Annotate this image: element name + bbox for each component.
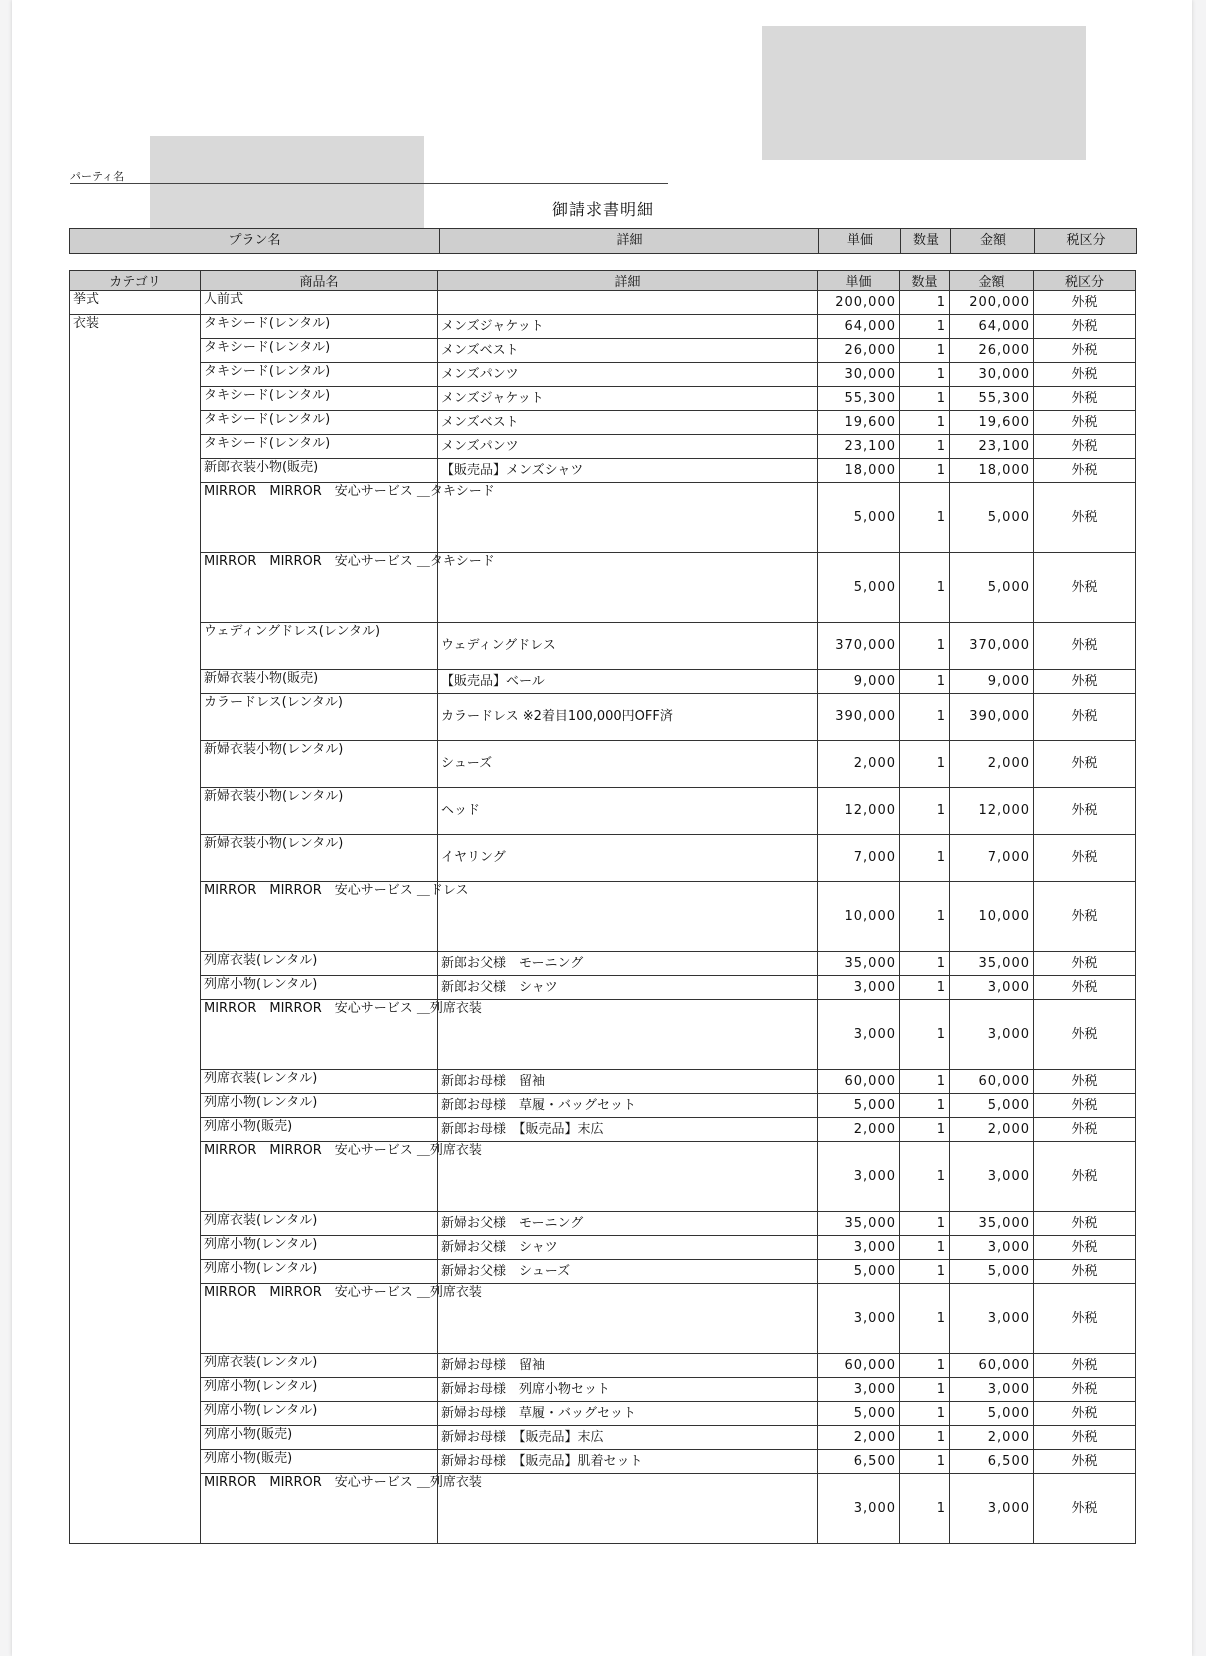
product-name-cell: 列席衣装(レンタル): [201, 1212, 438, 1236]
product-name-cell: MIRROR MIRROR 安心サービス ＿ドレス: [201, 882, 438, 952]
table-row: [70, 882, 1136, 952]
party-name-label: パーティ名: [70, 170, 125, 183]
tax-type-cell: 外税: [1034, 1070, 1136, 1094]
unit-price-cell: 390,000: [818, 694, 900, 741]
tax-type-cell: 外税: [1034, 1142, 1136, 1212]
category-cell: [70, 1402, 201, 1426]
category-cell: [70, 952, 201, 976]
unit-price-cell: 60,000: [818, 1354, 900, 1378]
amount-cell: 64,000: [950, 315, 1034, 339]
tax-type-cell: 外税: [1034, 882, 1136, 952]
detail-cell: [438, 1000, 818, 1070]
table-row: [70, 435, 1136, 459]
product-name-cell: 列席小物(レンタル): [201, 1260, 438, 1284]
category-cell: [70, 670, 201, 694]
product-name-cell: 人前式: [201, 291, 438, 315]
tax-type-cell: 外税: [1034, 835, 1136, 882]
table-row: [70, 1474, 1136, 1544]
category-cell: [70, 363, 201, 387]
amount-cell: 2,000: [950, 1426, 1034, 1450]
unit-price-cell: 18,000: [818, 459, 900, 483]
col-product-name: 商品名: [201, 271, 438, 291]
quantity-cell: 1: [900, 1070, 950, 1094]
quantity-cell: 1: [900, 1260, 950, 1284]
unit-price-cell: 3,000: [818, 1142, 900, 1212]
amount-cell: 35,000: [950, 1212, 1034, 1236]
tax-type-cell: 外税: [1034, 1212, 1136, 1236]
table-row: [70, 1378, 1136, 1402]
category-cell: [70, 623, 201, 670]
detail-cell: 新婦お母様 留袖: [438, 1354, 818, 1378]
product-name-cell: タキシード(レンタル): [201, 387, 438, 411]
col-category: カテゴリ: [70, 271, 201, 291]
amount-cell: 5,000: [950, 553, 1034, 623]
unit-price-cell: 2,000: [818, 1118, 900, 1142]
product-name-cell: タキシード(レンタル): [201, 363, 438, 387]
table-row: [70, 315, 1136, 339]
category-cell: [70, 1070, 201, 1094]
table-row: [70, 1142, 1136, 1212]
amount-cell: 18,000: [950, 459, 1034, 483]
detail-cell: ウェディングドレス: [438, 623, 818, 670]
product-name-cell: タキシード(レンタル): [201, 435, 438, 459]
amount-cell: 3,000: [950, 1378, 1034, 1402]
tax-type-cell: 外税: [1034, 553, 1136, 623]
unit-price-cell: 10,000: [818, 882, 900, 952]
tax-type-cell: 外税: [1034, 1354, 1136, 1378]
col-unit-price: 単価: [818, 271, 900, 291]
category-cell: [70, 1260, 201, 1284]
unit-price-cell: 26,000: [818, 339, 900, 363]
detail-cell: 新婦お父様 シューズ: [438, 1260, 818, 1284]
detail-cell: メンズベスト: [438, 411, 818, 435]
tax-type-cell: 外税: [1034, 1236, 1136, 1260]
detail-cell: メンズパンツ: [438, 435, 818, 459]
unit-price-cell: 60,000: [818, 1070, 900, 1094]
detail-cell: 新郎お母様 留袖: [438, 1070, 818, 1094]
amount-cell: 19,600: [950, 411, 1034, 435]
unit-price-cell: 35,000: [818, 952, 900, 976]
product-name-cell: MIRROR MIRROR 安心サービス ＿列席衣装: [201, 1284, 438, 1354]
table-row: [70, 1284, 1136, 1354]
unit-price-cell: 7,000: [818, 835, 900, 882]
tax-type-cell: 外税: [1034, 339, 1136, 363]
quantity-cell: 1: [900, 387, 950, 411]
category-cell: [70, 1426, 201, 1450]
table-row: [70, 363, 1136, 387]
category-cell: [70, 788, 201, 835]
redacted-block-top: [762, 26, 1086, 160]
category-cell: [70, 435, 201, 459]
detail-cell: 新婦お父様 モーニング: [438, 1212, 818, 1236]
tax-type-cell: 外税: [1034, 1402, 1136, 1426]
detail-cell: カラードレス ※2着目100,000円OFF済: [438, 694, 818, 741]
amount-cell: 2,000: [950, 741, 1034, 788]
tax-type-cell: 外税: [1034, 1284, 1136, 1354]
tax-type-cell: 外税: [1034, 1000, 1136, 1070]
category-cell: [70, 1118, 201, 1142]
category-cell: [70, 459, 201, 483]
category-cell: [70, 1474, 201, 1544]
quantity-cell: 1: [900, 1236, 950, 1260]
amount-cell: 60,000: [950, 1070, 1034, 1094]
tax-type-cell: 外税: [1034, 741, 1136, 788]
quantity-cell: 1: [900, 976, 950, 1000]
quantity-cell: 1: [900, 670, 950, 694]
quantity-cell: 1: [900, 623, 950, 670]
quantity-cell: 1: [900, 1118, 950, 1142]
tax-type-cell: 外税: [1034, 1094, 1136, 1118]
tax-type-cell: 外税: [1034, 694, 1136, 741]
category-cell: [70, 1212, 201, 1236]
amount-cell: 55,300: [950, 387, 1034, 411]
table-row: [70, 1094, 1136, 1118]
detail-cell: シューズ: [438, 741, 818, 788]
tax-type-cell: 外税: [1034, 411, 1136, 435]
unit-price-cell: 9,000: [818, 670, 900, 694]
detail-cell: 新郎お父様 モーニング: [438, 952, 818, 976]
detail-cell: メンズパンツ: [438, 363, 818, 387]
amount-cell: 60,000: [950, 1354, 1034, 1378]
category-cell: [70, 741, 201, 788]
amount-cell: 390,000: [950, 694, 1034, 741]
amount-cell: 5,000: [950, 1094, 1034, 1118]
tax-type-cell: 外税: [1034, 435, 1136, 459]
table-row: [70, 1260, 1136, 1284]
items-table: [69, 270, 1136, 1544]
tax-type-cell: 外税: [1034, 670, 1136, 694]
unit-price-cell: 5,000: [818, 1094, 900, 1118]
category-cell: [70, 1236, 201, 1260]
table-row: [70, 291, 1136, 315]
amount-cell: 5,000: [950, 1402, 1034, 1426]
product-name-cell: 列席小物(レンタル): [201, 1236, 438, 1260]
plan-col-detail: 詳細: [439, 229, 819, 253]
table-row: [70, 694, 1136, 741]
table-row: [70, 483, 1136, 553]
detail-cell: 新婦お母様 【販売品】末広: [438, 1426, 818, 1450]
table-row: [70, 1000, 1136, 1070]
detail-cell: 新郎お母様 草履・バッグセット: [438, 1094, 818, 1118]
tax-type-cell: 外税: [1034, 1474, 1136, 1544]
amount-cell: 26,000: [950, 339, 1034, 363]
product-name-cell: 列席小物(販売): [201, 1118, 438, 1142]
unit-price-cell: 3,000: [818, 976, 900, 1000]
unit-price-cell: 12,000: [818, 788, 900, 835]
unit-price-cell: 6,500: [818, 1450, 900, 1474]
quantity-cell: 1: [900, 1426, 950, 1450]
amount-cell: 30,000: [950, 363, 1034, 387]
detail-cell: 新婦お父様 シャツ: [438, 1236, 818, 1260]
category-cell: [70, 1354, 201, 1378]
tax-type-cell: 外税: [1034, 788, 1136, 835]
col-quantity: 数量: [900, 271, 950, 291]
amount-cell: 3,000: [950, 976, 1034, 1000]
quantity-cell: 1: [900, 1284, 950, 1354]
category-cell: [70, 1284, 201, 1354]
product-name-cell: 新婦衣装小物(販売): [201, 670, 438, 694]
table-row: [70, 459, 1136, 483]
unit-price-cell: 2,000: [818, 1426, 900, 1450]
quantity-cell: 1: [900, 459, 950, 483]
category-cell: [70, 339, 201, 363]
col-tax-type: 税区分: [1034, 271, 1136, 291]
table-row: [70, 670, 1136, 694]
detail-cell: メンズベスト: [438, 339, 818, 363]
amount-cell: 7,000: [950, 835, 1034, 882]
tax-type-cell: 外税: [1034, 1118, 1136, 1142]
detail-cell: [438, 1474, 818, 1544]
tax-type-cell: 外税: [1034, 623, 1136, 670]
plan-col-tax: 税区分: [1034, 229, 1137, 253]
table-row: [70, 387, 1136, 411]
unit-price-cell: 5,000: [818, 1402, 900, 1426]
product-name-cell: MIRROR MIRROR 安心サービス ＿列席衣装: [201, 1142, 438, 1212]
amount-cell: 5,000: [950, 483, 1034, 553]
table-row: [70, 741, 1136, 788]
amount-cell: 3,000: [950, 1142, 1034, 1212]
quantity-cell: 1: [900, 1000, 950, 1070]
table-row: [70, 1450, 1136, 1474]
quantity-cell: 1: [900, 1094, 950, 1118]
table-row: [70, 553, 1136, 623]
table-row: [70, 411, 1136, 435]
plan-col-name: プラン名: [228, 233, 281, 248]
detail-cell: 新郎お母様 【販売品】末広: [438, 1118, 818, 1142]
amount-cell: 10,000: [950, 882, 1034, 952]
category-cell: [70, 835, 201, 882]
quantity-cell: 1: [900, 1474, 950, 1544]
category-cell: [70, 387, 201, 411]
quantity-cell: 1: [900, 952, 950, 976]
product-name-cell: 新婦衣装小物(レンタル): [201, 788, 438, 835]
unit-price-cell: 3,000: [818, 1284, 900, 1354]
category-cell: [70, 882, 201, 952]
tax-type-cell: 外税: [1034, 315, 1136, 339]
detail-cell: 新婦お母様 草履・バッグセット: [438, 1402, 818, 1426]
amount-cell: 12,000: [950, 788, 1034, 835]
product-name-cell: MIRROR MIRROR 安心サービス ＿タキシード: [201, 483, 438, 553]
product-name-cell: タキシード(レンタル): [201, 339, 438, 363]
quantity-cell: 1: [900, 1212, 950, 1236]
detail-cell: 新婦お母様 列席小物セット: [438, 1378, 818, 1402]
product-name-cell: 列席衣装(レンタル): [201, 952, 438, 976]
unit-price-cell: 64,000: [818, 315, 900, 339]
unit-price-cell: 30,000: [818, 363, 900, 387]
party-name-underline: [70, 183, 668, 184]
product-name-cell: 列席衣装(レンタル): [201, 1070, 438, 1094]
product-name-cell: MIRROR MIRROR 安心サービス ＿タキシード: [201, 553, 438, 623]
product-name-cell: 列席小物(レンタル): [201, 1378, 438, 1402]
quantity-cell: 1: [900, 363, 950, 387]
category-cell: [70, 1000, 201, 1070]
detail-cell: [438, 1284, 818, 1354]
quantity-cell: 1: [900, 1354, 950, 1378]
amount-cell: 3,000: [950, 1236, 1034, 1260]
product-name-cell: MIRROR MIRROR 安心サービス ＿列席衣装: [201, 1000, 438, 1070]
quantity-cell: 1: [900, 315, 950, 339]
amount-cell: 35,000: [950, 952, 1034, 976]
plan-col-price: 単価: [818, 229, 901, 253]
quantity-cell: 1: [900, 882, 950, 952]
product-name-cell: 新婦衣装小物(レンタル): [201, 741, 438, 788]
plan-col-qty: 数量: [900, 229, 951, 253]
detail-cell: ヘッド: [438, 788, 818, 835]
quantity-cell: 1: [900, 553, 950, 623]
amount-cell: 2,000: [950, 1118, 1034, 1142]
detail-cell: [438, 882, 818, 952]
product-name-cell: ウェディングドレス(レンタル): [201, 623, 438, 670]
unit-price-cell: 3,000: [818, 1000, 900, 1070]
tax-type-cell: 外税: [1034, 483, 1136, 553]
unit-price-cell: 200,000: [818, 291, 900, 315]
quantity-cell: 1: [900, 339, 950, 363]
detail-cell: 新婦お母様 【販売品】肌着セット: [438, 1450, 818, 1474]
amount-cell: 370,000: [950, 623, 1034, 670]
amount-cell: 3,000: [950, 1000, 1034, 1070]
detail-cell: [438, 1142, 818, 1212]
unit-price-cell: 3,000: [818, 1236, 900, 1260]
document-title: 御請求書明細: [551, 200, 654, 219]
amount-cell: 5,000: [950, 1260, 1034, 1284]
product-name-cell: MIRROR MIRROR 安心サービス ＿列席衣装: [201, 1474, 438, 1544]
detail-cell: メンズジャケット: [438, 387, 818, 411]
product-name-cell: 新郎衣装小物(販売): [201, 459, 438, 483]
unit-price-cell: 3,000: [818, 1474, 900, 1544]
detail-cell: メンズジャケット: [438, 315, 818, 339]
quantity-cell: 1: [900, 694, 950, 741]
detail-cell: [438, 291, 818, 315]
product-name-cell: 列席小物(レンタル): [201, 976, 438, 1000]
amount-cell: 6,500: [950, 1450, 1034, 1474]
product-name-cell: 列席小物(販売): [201, 1426, 438, 1450]
table-row: [70, 1426, 1136, 1450]
unit-price-cell: 55,300: [818, 387, 900, 411]
quantity-cell: 1: [900, 435, 950, 459]
quantity-cell: 1: [900, 291, 950, 315]
category-cell: [70, 1142, 201, 1212]
table-row: [70, 339, 1136, 363]
quantity-cell: 1: [900, 411, 950, 435]
amount-cell: 3,000: [950, 1284, 1034, 1354]
unit-price-cell: 23,100: [818, 435, 900, 459]
tax-type-cell: 外税: [1034, 1426, 1136, 1450]
col-detail: 詳細: [438, 271, 818, 291]
unit-price-cell: 3,000: [818, 1378, 900, 1402]
unit-price-cell: 5,000: [818, 483, 900, 553]
product-name-cell: 列席小物(レンタル): [201, 1094, 438, 1118]
product-name-cell: カラードレス(レンタル): [201, 694, 438, 741]
tax-type-cell: 外税: [1034, 952, 1136, 976]
plan-col-amount: 金額: [950, 229, 1035, 253]
quantity-cell: 1: [900, 483, 950, 553]
detail-cell: 【販売品】ベール: [438, 670, 818, 694]
product-name-cell: 新婦衣装小物(レンタル): [201, 835, 438, 882]
category-cell: [70, 411, 201, 435]
category-cell: [70, 694, 201, 741]
col-amount: 金額: [950, 271, 1034, 291]
table-row: [70, 976, 1136, 1000]
tax-type-cell: 外税: [1034, 1260, 1136, 1284]
table-row: [70, 1118, 1136, 1142]
quantity-cell: 1: [900, 1450, 950, 1474]
detail-cell: 【販売品】メンズシャツ: [438, 459, 818, 483]
tax-type-cell: 外税: [1034, 363, 1136, 387]
category-cell: [70, 1450, 201, 1474]
amount-cell: 200,000: [950, 291, 1034, 315]
category-cell: [70, 1094, 201, 1118]
items-header-row: [70, 271, 1136, 291]
category-cell: 挙式: [70, 291, 201, 315]
unit-price-cell: 35,000: [818, 1212, 900, 1236]
table-row: [70, 1212, 1136, 1236]
product-name-cell: 列席小物(レンタル): [201, 1402, 438, 1426]
tax-type-cell: 外税: [1034, 459, 1136, 483]
product-name-cell: タキシード(レンタル): [201, 411, 438, 435]
detail-cell: イヤリング: [438, 835, 818, 882]
detail-cell: 新郎お父様 シャツ: [438, 976, 818, 1000]
unit-price-cell: 370,000: [818, 623, 900, 670]
table-row: [70, 1354, 1136, 1378]
amount-cell: 23,100: [950, 435, 1034, 459]
unit-price-cell: 2,000: [818, 741, 900, 788]
quantity-cell: 1: [900, 1378, 950, 1402]
tax-type-cell: 外税: [1034, 387, 1136, 411]
product-name-cell: 列席衣装(レンタル): [201, 1354, 438, 1378]
unit-price-cell: 5,000: [818, 553, 900, 623]
quantity-cell: 1: [900, 788, 950, 835]
product-name-cell: タキシード(レンタル): [201, 315, 438, 339]
table-row: [70, 623, 1136, 670]
tax-type-cell: 外税: [1034, 976, 1136, 1000]
tax-type-cell: 外税: [1034, 1450, 1136, 1474]
quantity-cell: 1: [900, 835, 950, 882]
category-cell: [70, 976, 201, 1000]
tax-type-cell: 外税: [1034, 291, 1136, 315]
quantity-cell: 1: [900, 741, 950, 788]
table-row: [70, 1070, 1136, 1094]
unit-price-cell: 19,600: [818, 411, 900, 435]
table-row: [70, 835, 1136, 882]
table-row: [70, 1402, 1136, 1426]
table-row: [70, 788, 1136, 835]
category-cell: [70, 483, 201, 553]
quantity-cell: 1: [900, 1142, 950, 1212]
tax-type-cell: 外税: [1034, 1378, 1136, 1402]
unit-price-cell: 5,000: [818, 1260, 900, 1284]
plan-header-row: [69, 228, 1137, 254]
category-cell: [70, 1378, 201, 1402]
table-row: [70, 1236, 1136, 1260]
category-cell: [70, 553, 201, 623]
product-name-cell: 列席小物(販売): [201, 1450, 438, 1474]
quantity-cell: 1: [900, 1402, 950, 1426]
category-cell: 衣装: [70, 315, 201, 339]
amount-cell: 9,000: [950, 670, 1034, 694]
amount-cell: 3,000: [950, 1474, 1034, 1544]
table-row: [70, 952, 1136, 976]
